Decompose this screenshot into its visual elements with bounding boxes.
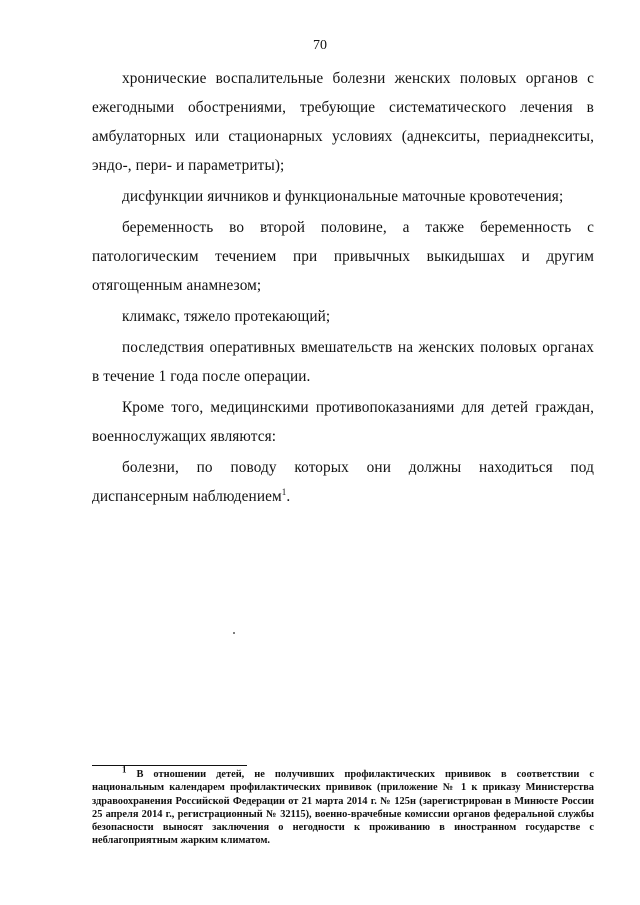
scan-speck [233,632,235,634]
footnote-reference: 1 [281,486,287,497]
paragraph-pregnancy: беременность во второй половине, а также беременность с патологическим течением при привычных выкидышах и другим отягощенным анамнезом; [92,219,594,294]
footnote-text: В отношении детей, не получивших профилактических прививок в соответствии с национальным календарем профилактических прививок (приложение № 1 к приказу Министерства здравоохранения Российской Федерации от 21 марта 2014 г. № 125н (зарегистрирован в Минюсте России 25 апреля 2014 г., регистрационный № 32115), военно-врачебные комиссии органов федеральной службы безопасности выносят заключения о негодности к проживанию в иностранном государстве с неблагоприятным жарким климатом. [92,769,594,847]
footnote [92,764,594,848]
paragraph-surgery-consequences: последствия оперативных вмешательств на женских половых органах в течение 1 года после операции. [92,339,594,385]
paragraph-ovarian-dysfunction: дисфункции яичников и функциональные маточные кровотечения; [122,188,564,205]
page-number: 70 [313,38,327,53]
footnote-separator [92,765,247,766]
footnote-marker: 1 [122,764,127,775]
paragraph-dispensary-text: болезни, по поводу которых они должны находиться под диспансерным наблюдением [92,459,594,505]
paragraph-children-contraindications: Кроме того, медицинскими противопоказаниями для детей граждан, военнослужащих являются: [92,399,594,445]
paragraph-dispensary-observation: болезни, по поводу которых они должны находиться под диспансерным наблюдением$^1$. [92,459,594,505]
paragraph-climax: климакс, тяжело протекающий; [122,308,331,325]
paragraph-chronic-diseases: хронические воспалительные болезни женских половых органов с ежегодными обострениями, требующие систематического лечения в амбулаторных или стационарных условиях (аднекситы, периаднекситы, эндо-, пери- и параметриты); [92,70,594,174]
document-body [92,64,594,511]
